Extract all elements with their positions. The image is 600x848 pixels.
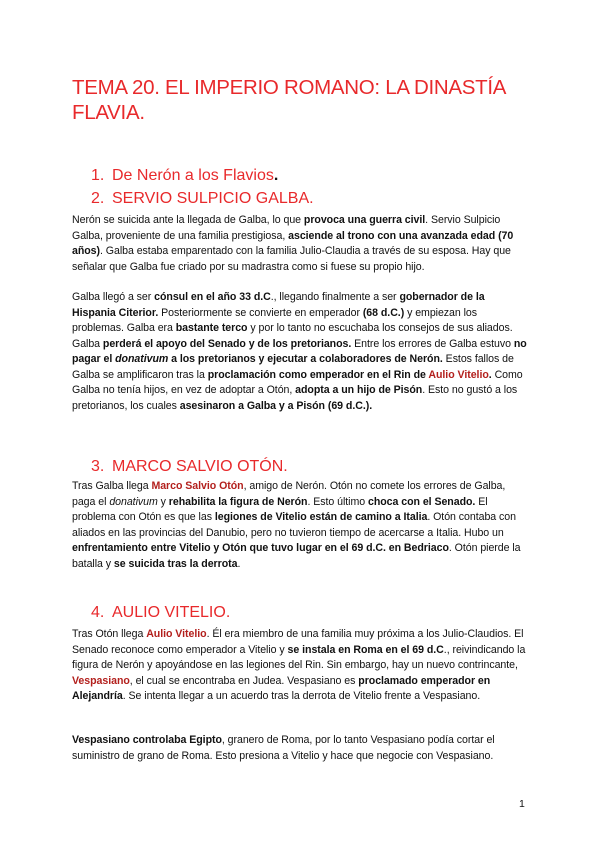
paragraph-vitelio-2: [72, 733, 528, 764]
heading-2-text: SERVIO SULPICIO GALBA.: [112, 190, 314, 207]
text-span: y: [157, 495, 169, 508]
heading-4-number: 4.: [91, 604, 105, 621]
highlight-name: Aulio Vitelio: [146, 628, 207, 640]
text-span: Galba llegó a ser: [72, 291, 155, 303]
text-span: . Esto último: [307, 495, 368, 508]
paragraph-vitelio-1: [72, 627, 528, 705]
bold-span: asciende al trono con una avanzada edad (70 años): [72, 229, 514, 257]
bold-span: perderá el apoyo del Senado y de los pretorianos.: [102, 337, 352, 350]
text-span: y empiezan los problemas. Galba era: [72, 306, 478, 334]
text-span: y por lo tanto no escuchaba los consejos de sus aliados. Galba: [72, 322, 513, 350]
bold-span: se suicida tras la derrota: [113, 557, 238, 570]
heading-1-text: De Nerón a los Flavios: [112, 167, 274, 184]
bold-span: cónsul en el año 33 d.C: [154, 291, 271, 303]
bold-span: se instala en Roma en el 69 d.C: [287, 643, 444, 656]
text-span: Como Galba no tenía hijos, en vez de adoptar a Otón,: [72, 368, 523, 396]
text-span: . Otón contaba con aliados en las provincias del Danubio, pero no tuvieron tiempo de acercarse a Italia. Hubo un: [72, 511, 516, 539]
paragraph-galba-1: [72, 213, 528, 275]
text-span: . Él era miembro de una familia muy próxima a los Julio-Claudios. El Senado reconoce como emperador a Vitelio y: [72, 628, 524, 656]
text-span: Entre los errores de Galba estuvo: [351, 337, 514, 350]
text-span: El problema con Otón es que las: [72, 495, 488, 523]
bold-span: legiones de Vitelio están de camino a Italia: [214, 511, 428, 523]
bold-span: (68 d.C.): [362, 306, 405, 319]
text-span: Tras Otón llega: [72, 628, 147, 640]
heading-4: [91, 603, 230, 623]
heading-2-number: 2.: [91, 190, 105, 207]
paragraph-oton-1: [72, 479, 528, 572]
heading-1: [91, 166, 278, 186]
text-span: Tras Galba llega: [72, 480, 152, 492]
text-span: , el cual se encontraba en Judea. Vespasiano es: [129, 674, 359, 687]
text-span: .: [237, 557, 241, 570]
heading-2: [91, 189, 314, 209]
bold-span: enfrentamiento entre Vitelio y Otón que tuvo lugar en el 69 d.C. en Bedriaco: [72, 542, 449, 554]
italic-span: donativum: [109, 495, 158, 508]
document-title: TEMA 20. EL IMPERIO ROMANO: LA DINASTÍA FLAVIA.: [72, 76, 505, 124]
bold-span: adopta a un hijo de Pisón: [295, 384, 423, 396]
text-span: . Galba estaba emparentado con la familia Julio-Claudia a través de su esposa. Hay que señalar que Galba fue criado por su madrastra como si fuese su propio hijo.: [72, 245, 511, 273]
bold-span: proclamado emperador en Alejandría: [72, 674, 491, 702]
highlight-name: Vespasiano: [72, 674, 130, 687]
bold-span: no pagar el: [72, 337, 527, 365]
text-span: . Servio Sulpicio Galba, proveniente de una familia prestigiosa,: [72, 214, 501, 242]
bold-span: asesinaron a Galba y a Pisón (69 d.C.).: [179, 399, 373, 412]
bold-span: rehabilita la figura de Nerón: [168, 495, 308, 508]
heading-1-number: 1.: [91, 167, 105, 184]
bold-span: bastante terco: [175, 322, 248, 334]
heading-4-text: AULIO VITELIO.: [112, 604, 231, 621]
text-span: Nerón se suicida ante la llegada de Galba, lo que: [72, 214, 304, 226]
bold-span: provoca una guerra civil: [303, 214, 426, 226]
text-span: , amigo de Nerón. Otón no comete los errores de Galba, paga el: [72, 480, 506, 508]
text-span: ., reivindicando la figura de Nerón y apoyándose en las legiones del Rin. Sin embargo, hay un nuevo contrincante,: [72, 643, 526, 671]
highlight-name: Aulio Vitelio: [428, 368, 489, 381]
bold-span: proclamación como emperador en el Rin de: [207, 368, 429, 381]
heading-3: [91, 457, 288, 477]
text-span: , granero de Roma, por lo tanto Vespasiano podía cortar el suministro de grano de Roma. Esto presiona a Vitelio y hace que negocie con Vespasiano.: [72, 734, 495, 762]
bold-span: choca con el Senado.: [367, 495, 476, 508]
highlight-name: Marco Salvio Otón: [151, 480, 244, 492]
text-span: . Se intenta llegar a un acuerdo tras la derrota de Vitelio frente a Vespasiano.: [122, 690, 481, 702]
text-span: . Esto no gustó a los pretorianos, los cuales: [72, 384, 518, 412]
bold-span: Vespasiano controlaba Egipto: [72, 734, 222, 746]
heading-1-dot: .: [273, 167, 279, 184]
bold-italic-span: donativum: [115, 353, 169, 365]
bold-span: gobernador de la Hispania Citerior.: [72, 291, 485, 319]
paragraph-galba-2: [72, 290, 528, 414]
text-span: . Otón pierde la batalla y: [72, 542, 521, 570]
text-span: Posteriormente se convierte en emperador: [158, 306, 363, 319]
text-span: Estos fallos de Galba se amplificaron tras la: [72, 353, 514, 381]
bold-span: .: [488, 368, 492, 381]
bold-span: a los pretorianos y ejecutar a colaboradores de Nerón.: [168, 353, 443, 365]
page-number: 1: [519, 798, 525, 810]
heading-3-text: MARCO SALVIO OTÓN.: [112, 458, 288, 475]
text-span: ., llegando finalmente a ser: [270, 291, 400, 303]
heading-3-number: 3.: [91, 458, 105, 475]
